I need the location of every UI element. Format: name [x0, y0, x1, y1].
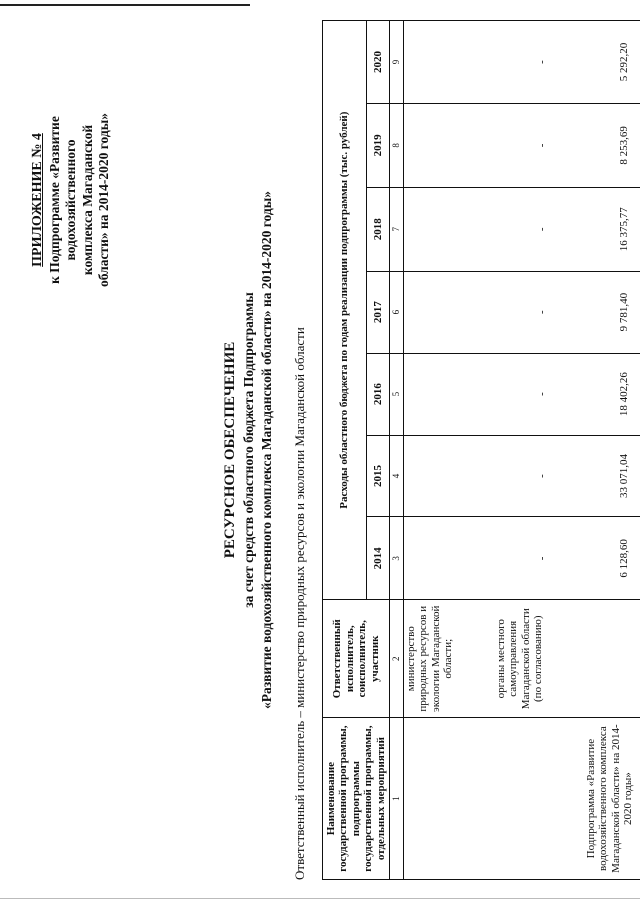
document-title: РЕСУРСНОЕ ОБЕСПЕЧЕНИЕ: [222, 341, 238, 559]
column-number: 7: [390, 187, 404, 271]
table-header-row: [323, 21, 367, 880]
value-cell: [403, 271, 640, 353]
executor-local-authorities: органы местного самоуправления Магаданской области (по согласованию): [494, 608, 544, 710]
expense-value: 33 071,04: [618, 453, 630, 498]
scan-edge-bottom: [0, 898, 640, 899]
executor-cell: [403, 600, 640, 718]
expense-value: 16 375,77: [618, 207, 630, 252]
value-cell: [403, 353, 640, 435]
column-number: 9: [390, 21, 404, 104]
column-number-row: [390, 21, 404, 880]
header-expenses: Расходы областного бюджета по годам реализации подпрограммы (тыс. рублей): [323, 21, 367, 600]
executor-ministry: министерство природных ресурсов и экологии Магаданской области;: [404, 605, 454, 712]
column-number: 8: [390, 103, 404, 187]
header-executor: Ответственный исполнитель, соисполнитель, участник: [323, 600, 390, 718]
header-year: 2020: [366, 21, 389, 104]
column-number: 6: [390, 271, 404, 353]
expense-value: 8 253,69: [618, 126, 630, 165]
header-year: 2019: [366, 103, 389, 187]
expense-value: 5 292,20: [618, 42, 630, 82]
appendix-number: ПРИЛОЖЕНИЕ № 4: [30, 133, 45, 267]
document-sheet: [20, 20, 634, 880]
appendix-line: к Подпрограмме «Развитие: [46, 116, 62, 284]
dash-value: -: [535, 143, 548, 148]
column-number: 5: [390, 353, 404, 435]
document-subtitle: за счет средств областного бюджета Подпрограммы: [241, 292, 256, 608]
appendix-line: водохозяйственного: [63, 139, 78, 261]
expense-value: 6 128,60: [618, 539, 630, 578]
column-number: 2: [390, 600, 404, 718]
value-cell: [403, 187, 640, 271]
dash-value: -: [535, 392, 548, 396]
dash-value: -: [535, 310, 548, 314]
header-year: 2014: [366, 517, 389, 600]
appendix-block: [30, 40, 113, 360]
dash-value: -: [535, 474, 548, 478]
header-name: Наименование государственной программы, подпрограммы государственной программы, отдельных мероприятий: [323, 718, 390, 880]
appendix-line: области» на 2014-2020 годы»: [96, 112, 111, 288]
header-year: 2015: [366, 435, 389, 517]
title-block: [220, 20, 276, 880]
value-cell: [403, 21, 640, 104]
document-subtitle-program: «Развитие водохозяйственного комплекса Магаданской области» на 2014-2020 годы»: [259, 190, 274, 710]
dash-value: -: [535, 556, 548, 561]
value-cell: [403, 103, 640, 187]
executor-spacer: [455, 602, 495, 715]
expense-value: 18 402,26: [618, 372, 630, 417]
dash-value: -: [535, 60, 548, 64]
column-number: 1: [390, 718, 404, 880]
table-row: [403, 21, 640, 880]
header-year: 2018: [366, 187, 389, 271]
value-cell: [403, 517, 640, 600]
header-year: 2016: [366, 353, 389, 435]
dash-value: -: [535, 227, 548, 232]
column-number: 4: [390, 435, 404, 517]
subprogram-name: Подпрограмма «Развитие водохозяйственного комплекса Магаданской области» на 2014-2020 годы»: [403, 718, 640, 880]
resource-table: [322, 20, 640, 880]
header-year: 2017: [366, 271, 389, 353]
responsible-executor-line: Ответственный исполнитель – министерство природных ресурсов и экологии Магаданской области: [292, 327, 307, 880]
value-cell: [403, 435, 640, 517]
column-number: 3: [390, 517, 404, 600]
scan-edge-top: [0, 4, 250, 6]
expense-value: 9 781,40: [618, 292, 630, 332]
appendix-line: комплекса Магаданской: [79, 124, 95, 276]
